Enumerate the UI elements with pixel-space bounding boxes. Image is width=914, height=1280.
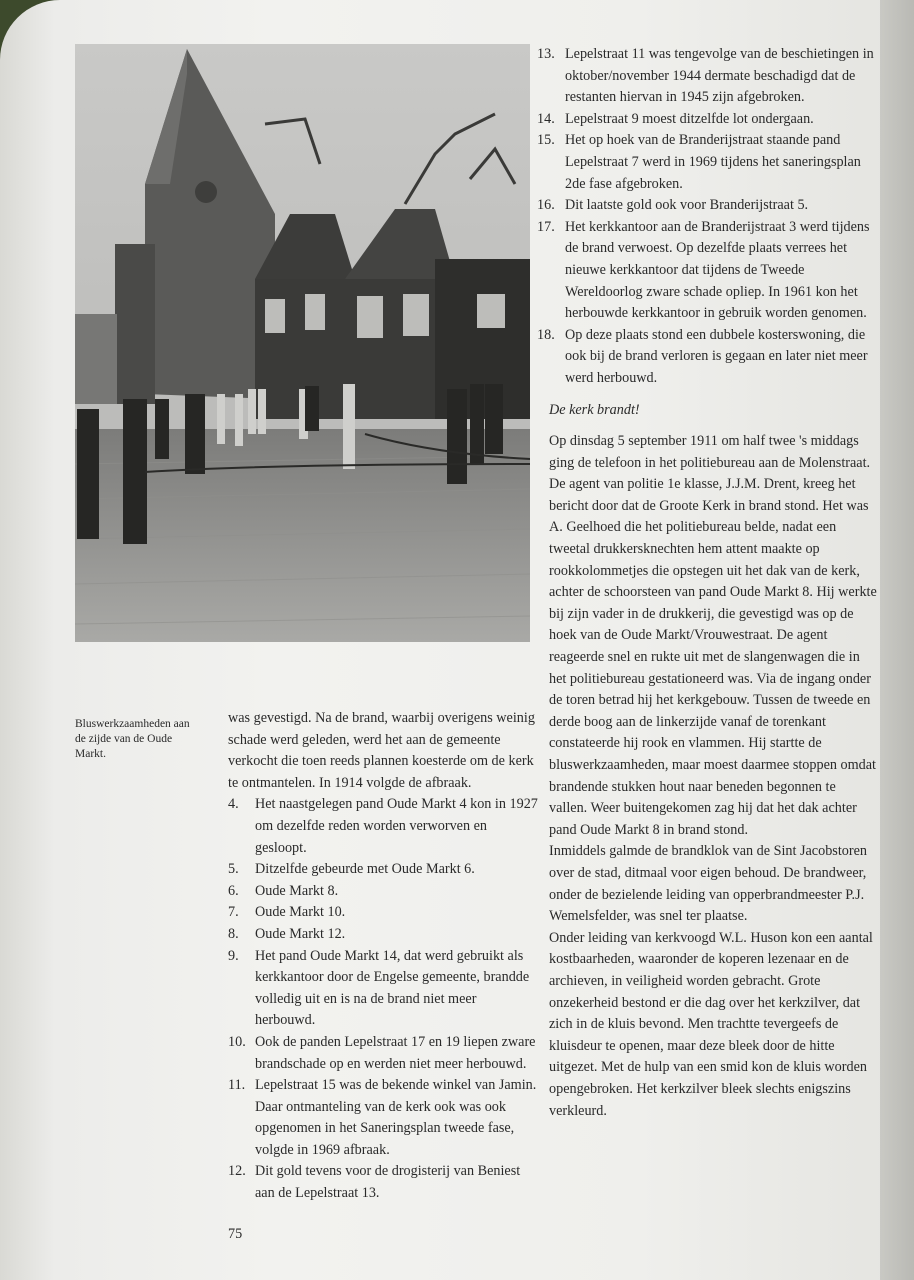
list-item	[537, 44, 877, 109]
list-item-number: 8.	[228, 925, 239, 942]
list-item-text: Oude Markt 8.	[255, 882, 339, 899]
list-item	[537, 325, 877, 390]
list-item-text: Het pand Oude Markt 14, dat werd gebruikt als kerkkantoor door de Engelse gemeente, brandde volledig uit en is na de brand niet meer herbouwd.	[255, 947, 530, 1029]
list-item-text: Het kerkkantoor aan de Branderijstraat 3 werd tijdens de brand verwoest. Op dezelfde plaats verrees het nieuwe kerkkantoor dat tijdens de Tweede Wereldoorlog zware schade opliep. In 1961 kon het herbouwde kerkkantoor in gebruik worden genomen.	[565, 218, 870, 322]
list-item	[228, 946, 538, 1032]
list-item-number: 17.	[537, 218, 555, 235]
list-item	[228, 924, 538, 946]
list-item-text: Het op hoek van de Branderijstraat staande pand Lepelstraat 7 werd in 1969 tijdens het saneringsplan 2de fase afgebroken.	[565, 132, 861, 192]
left-text-column	[228, 708, 538, 1205]
list-item	[228, 902, 538, 924]
section-body	[537, 431, 877, 1122]
list-item-number: 14.	[537, 110, 555, 127]
historical-photo-church-fire	[75, 44, 530, 642]
list-item-number: 12.	[228, 1163, 246, 1180]
list-item-number: 15.	[537, 132, 555, 149]
list-item-text: Op deze plaats stond een dubbele kosterswoning, die ook bij de brand verloren is gegaan en later niet meer werd herbouwd.	[565, 326, 868, 386]
body-paragraph: Op dinsdag 5 september 1911 om half twee 's middags ging de telefoon in het politiebureau aan de Molenstraat. De agent van politie 1e klasse, J.J.M. Drent, kreeg het bericht door dat de Groote Kerk in brand stond. Het was A. Geelhoed die het politiebureau belde, nadat een tweetal drukkersknechten hem attent maakte op rookkolommetjes die opstegen uit het dak van de kerk, achter de schoorsteen van pand Oude Markt 8. Hij werkte bij zijn vader in de drukkerij, die gevestigd was op de hoek van de Oude Markt/Vrouwestraat. De agent reageerde snel en rukte uit met de slangenwagen die in het politiebureau gestationeerd was. Via de ingang onder de toren betrad hij het kerkgebouw. Tussen de tweede en derde boog aan de linkerzijde vanaf de torenkant constateerde hij rook en vlammen. Hij startte de bluswerkzaamheden, maar moest daarmee stoppen omdat brandende stukken hout naar beneden begonnen te vallen. Weer buitengekomen zag hij dat het dak achter pand Oude Markt 8 in brand stond.	[549, 433, 877, 838]
list-item-number: 7.	[228, 904, 239, 921]
list-item-text: Dit gold tevens voor de drogisterij van Beniest aan de Lepelstraat 13.	[255, 1163, 521, 1202]
list-item	[228, 1075, 538, 1161]
body-paragraph: Onder leiding van kerkvoogd W.L. Huson kon een aantal kostbaarheden, waaronder de koperen lezenaar en de archieven, in veiligheid worden gebracht. Grote onzekerheid bestond er die dag over het kerkzilver, dat zich in de kluis bevond. Men trachtte tevergeefs de kluisdeur te openen, maar deze bleek door de hitte uitgezet. Met de hulp van een smid kon de kluis worden opengebroken. Het kerkzilver bleek slechts enigszins verkleurd.	[549, 929, 873, 1119]
list-item	[228, 881, 538, 903]
list-item-number: 4.	[228, 796, 239, 813]
list-item-number: 5.	[228, 861, 239, 878]
list-item-number: 18.	[537, 326, 555, 343]
list-item	[537, 217, 877, 325]
list-item-text: Ook de panden Lepelstraat 17 en 19 liepen zware brandschade op en werden niet meer herbouwd.	[255, 1033, 536, 1072]
page-edge	[880, 0, 914, 1280]
list-item	[537, 195, 877, 217]
list-item	[537, 109, 877, 131]
list-item	[228, 859, 538, 881]
list-item	[537, 130, 877, 195]
list-item-text: Oude Markt 12.	[255, 925, 346, 942]
list-item-text: Lepelstraat 9 moest ditzelfde lot ondergaan.	[565, 110, 814, 127]
list-item-text: Dit laatste gold ook voor Branderijstraat 5.	[565, 197, 809, 214]
list-item	[228, 1161, 538, 1204]
list-item	[228, 794, 538, 859]
list-item-number: 10.	[228, 1033, 246, 1050]
list-item-text: Lepelstraat 15 was de bekende winkel van Jamin. Daar ontmanteling van de kerk ook was ook opgenomen in het Saneringsplan tweede fase, volgde in 1969 afbraak.	[255, 1077, 537, 1158]
right-text-column	[537, 44, 877, 1122]
list-item-number: 13.	[537, 46, 555, 62]
list-item-number: 6.	[228, 882, 239, 899]
column-intro-text: was gevestigd. Na de brand, waarbij overigens weinig schade werd geleden, werd het aan de gemeente verkocht die toen reeds plannen koesterde om de kerk te ontmantelen. In 1914 volgde de afbraak.	[228, 710, 535, 791]
section-heading: De kerk brandt!	[549, 401, 640, 418]
list-item	[228, 1032, 538, 1075]
list-item-number: 11.	[228, 1077, 246, 1094]
body-paragraph: Inmiddels galmde de brandklok van de Sint Jacobstoren over de stad, ditmaal voor eigen behoud. De brandweer, onder de bezielende leiding van opperbrandmeester P.J. Wemelsfelder, was snel ter plaatse.	[549, 843, 867, 925]
photo-caption: Bluswerkzaamheden aan de zijde van de Oude Markt.	[75, 718, 190, 760]
list-item-number: 16.	[537, 197, 555, 214]
list-item-text: Het naastgelegen pand Oude Markt 4 kon in 1927 om dezelfde reden worden verworven en gesloopt.	[255, 796, 538, 856]
list-item-text: Oude Markt 10.	[255, 904, 346, 921]
page-number: 75	[228, 1226, 243, 1242]
list-item-text: Ditzelfde gebeurde met Oude Markt 6.	[255, 861, 475, 878]
list-item-text: Lepelstraat 11 was tengevolge van de beschietingen in oktober/november 1944 dermate beschadigd dat de restanten hiervan in 1945 zijn afgebroken.	[565, 46, 874, 106]
list-item-number: 9.	[228, 947, 239, 964]
